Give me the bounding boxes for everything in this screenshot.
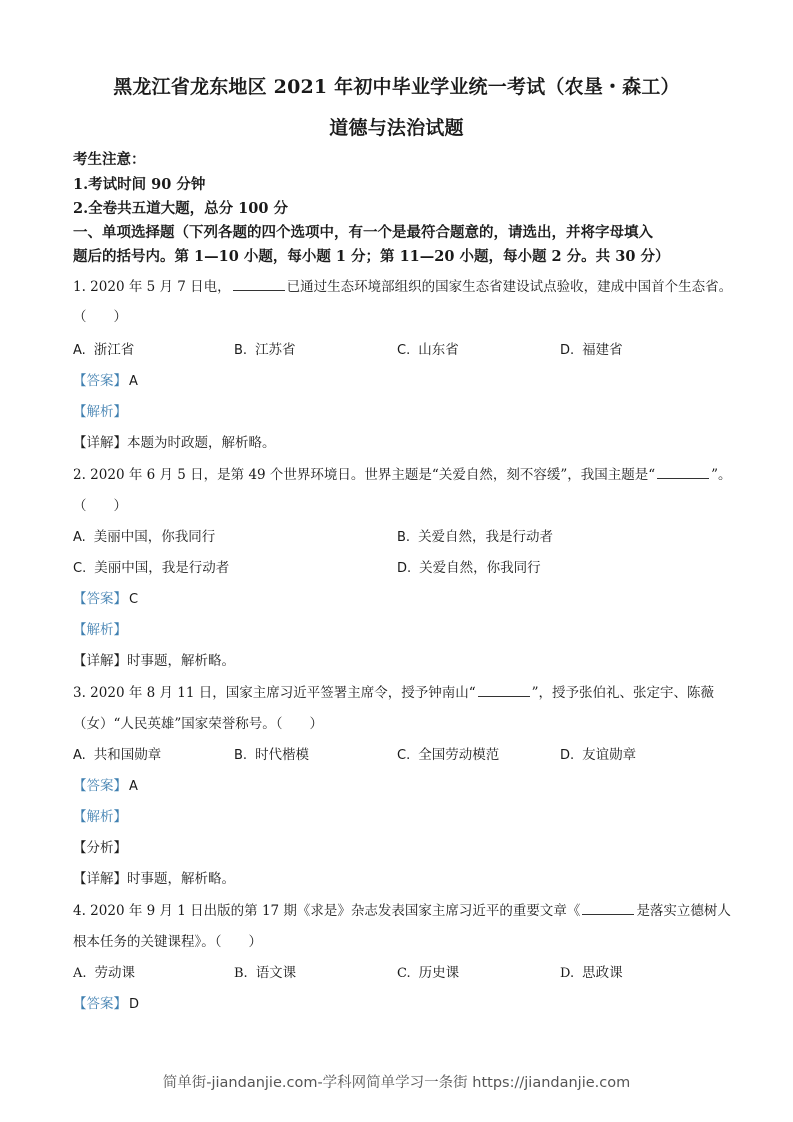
question-3-option-d: D. 友谊勋章 bbox=[560, 747, 637, 763]
question-1-analysis-label: 【解析】 bbox=[73, 404, 127, 420]
question-2-detail: 【详解】时事题，解析略。 bbox=[73, 653, 235, 669]
question-3-fenxi-label: 【分析】 bbox=[73, 840, 127, 856]
question-4-option-a: A. 劳动课 bbox=[73, 965, 136, 981]
exam-title: 黑龙江省龙东地区 2021 年初中毕业学业统一考试（农垦・森工） bbox=[113, 76, 680, 98]
question-1-stem: 1. 2020 年 5 月 7 日电， 已通过生态环境部组织的国家生态省建设试点验收，建成中国首个生态省。 bbox=[73, 279, 733, 295]
notice-item-score: 2.全卷共五道大题，总分 100 分 bbox=[73, 200, 288, 217]
question-4-answer: 【答案】 D bbox=[73, 996, 140, 1012]
exam-subtitle: 道德与法治试题 bbox=[329, 117, 464, 139]
answer-blank bbox=[233, 278, 285, 291]
question-4-stem: 4. 2020 年 9 月 1 日出版的第 17 期《求是》杂志发表国家主席习近平的重要文章《 是落实立德树人 bbox=[73, 903, 731, 919]
section-heading-line2: 题后的括号内。第 1—10 小题，每小题 1 分；第 11—20 小题，每小题 2 分。共 30 分） bbox=[73, 248, 670, 265]
question-2-stem: 2. 2020 年 6 月 5 日，是第 49 个世界环境日。世界主题是“关爱自然，刻不容缓”，我国主题是“ ”。 bbox=[73, 467, 732, 483]
question-3-stem: 3. 2020 年 8 月 11 日，国家主席习近平签署主席令，授予钟南山“ ”，授予张伯礼、张定宇、陈薇 bbox=[73, 685, 715, 701]
notice-item-time: 1.考试时间 90 分钟 bbox=[73, 176, 206, 193]
question-1-paren: （ ） bbox=[73, 309, 127, 325]
question-4-option-d: D. 思政课 bbox=[560, 965, 623, 981]
answer-blank bbox=[478, 684, 530, 697]
answer-blank bbox=[582, 902, 634, 915]
footer-watermark: 简单街-jiandanjie.com-学科网简单学习一条街 https://jiandanjie.com bbox=[162, 1075, 631, 1091]
question-2-analysis-label: 【解析】 bbox=[73, 622, 127, 638]
question-2-option-a: A. 美丽中国，你我同行 bbox=[73, 529, 216, 545]
question-1-option-c: C. 山东省 bbox=[397, 342, 459, 358]
question-1-option-b: B. 江苏省 bbox=[234, 342, 296, 358]
question-1-option-a: A. 浙江省 bbox=[73, 342, 135, 358]
answer-blank bbox=[657, 466, 709, 479]
question-3-detail: 【详解】时事题，解析略。 bbox=[73, 871, 235, 887]
question-2-answer: 【答案】 C bbox=[73, 591, 139, 607]
question-3-option-c: C. 全国劳动模范 bbox=[397, 747, 500, 763]
question-1-detail: 【详解】本题为时政题，解析略。 bbox=[73, 435, 276, 451]
question-4-option-c: C. 历史课 bbox=[397, 965, 460, 981]
question-1-option-d: D. 福建省 bbox=[560, 342, 623, 358]
question-3-option-b: B. 时代楷模 bbox=[234, 747, 310, 763]
question-3-stem-line2: （女）“人民英雄”国家荣誉称号。（ ） bbox=[73, 716, 324, 732]
question-3-answer: 【答案】 A bbox=[73, 778, 138, 794]
question-3-option-a: A. 共和国勋章 bbox=[73, 747, 162, 763]
question-2-option-b: B. 关爱自然，我是行动者 bbox=[397, 529, 554, 545]
question-4-option-b: B. 语文课 bbox=[234, 965, 297, 981]
question-2-paren: （ ） bbox=[73, 498, 127, 514]
question-3-analysis-label: 【解析】 bbox=[73, 809, 127, 825]
question-2-option-c: C. 美丽中国，我是行动者 bbox=[73, 560, 230, 576]
section-heading-line1: 一、单项选择题（下列各题的四个选项中，有一个是最符合题意的，请选出，并将字母填入 bbox=[73, 224, 653, 241]
question-2-option-d: D. 关爱自然，你我同行 bbox=[397, 560, 541, 576]
notice-heading: 考生注意： bbox=[73, 151, 146, 168]
question-4-stem-line2: 根本任务的关键课程》。（ ） bbox=[73, 934, 262, 950]
question-1-answer: 【答案】 A bbox=[73, 373, 138, 389]
